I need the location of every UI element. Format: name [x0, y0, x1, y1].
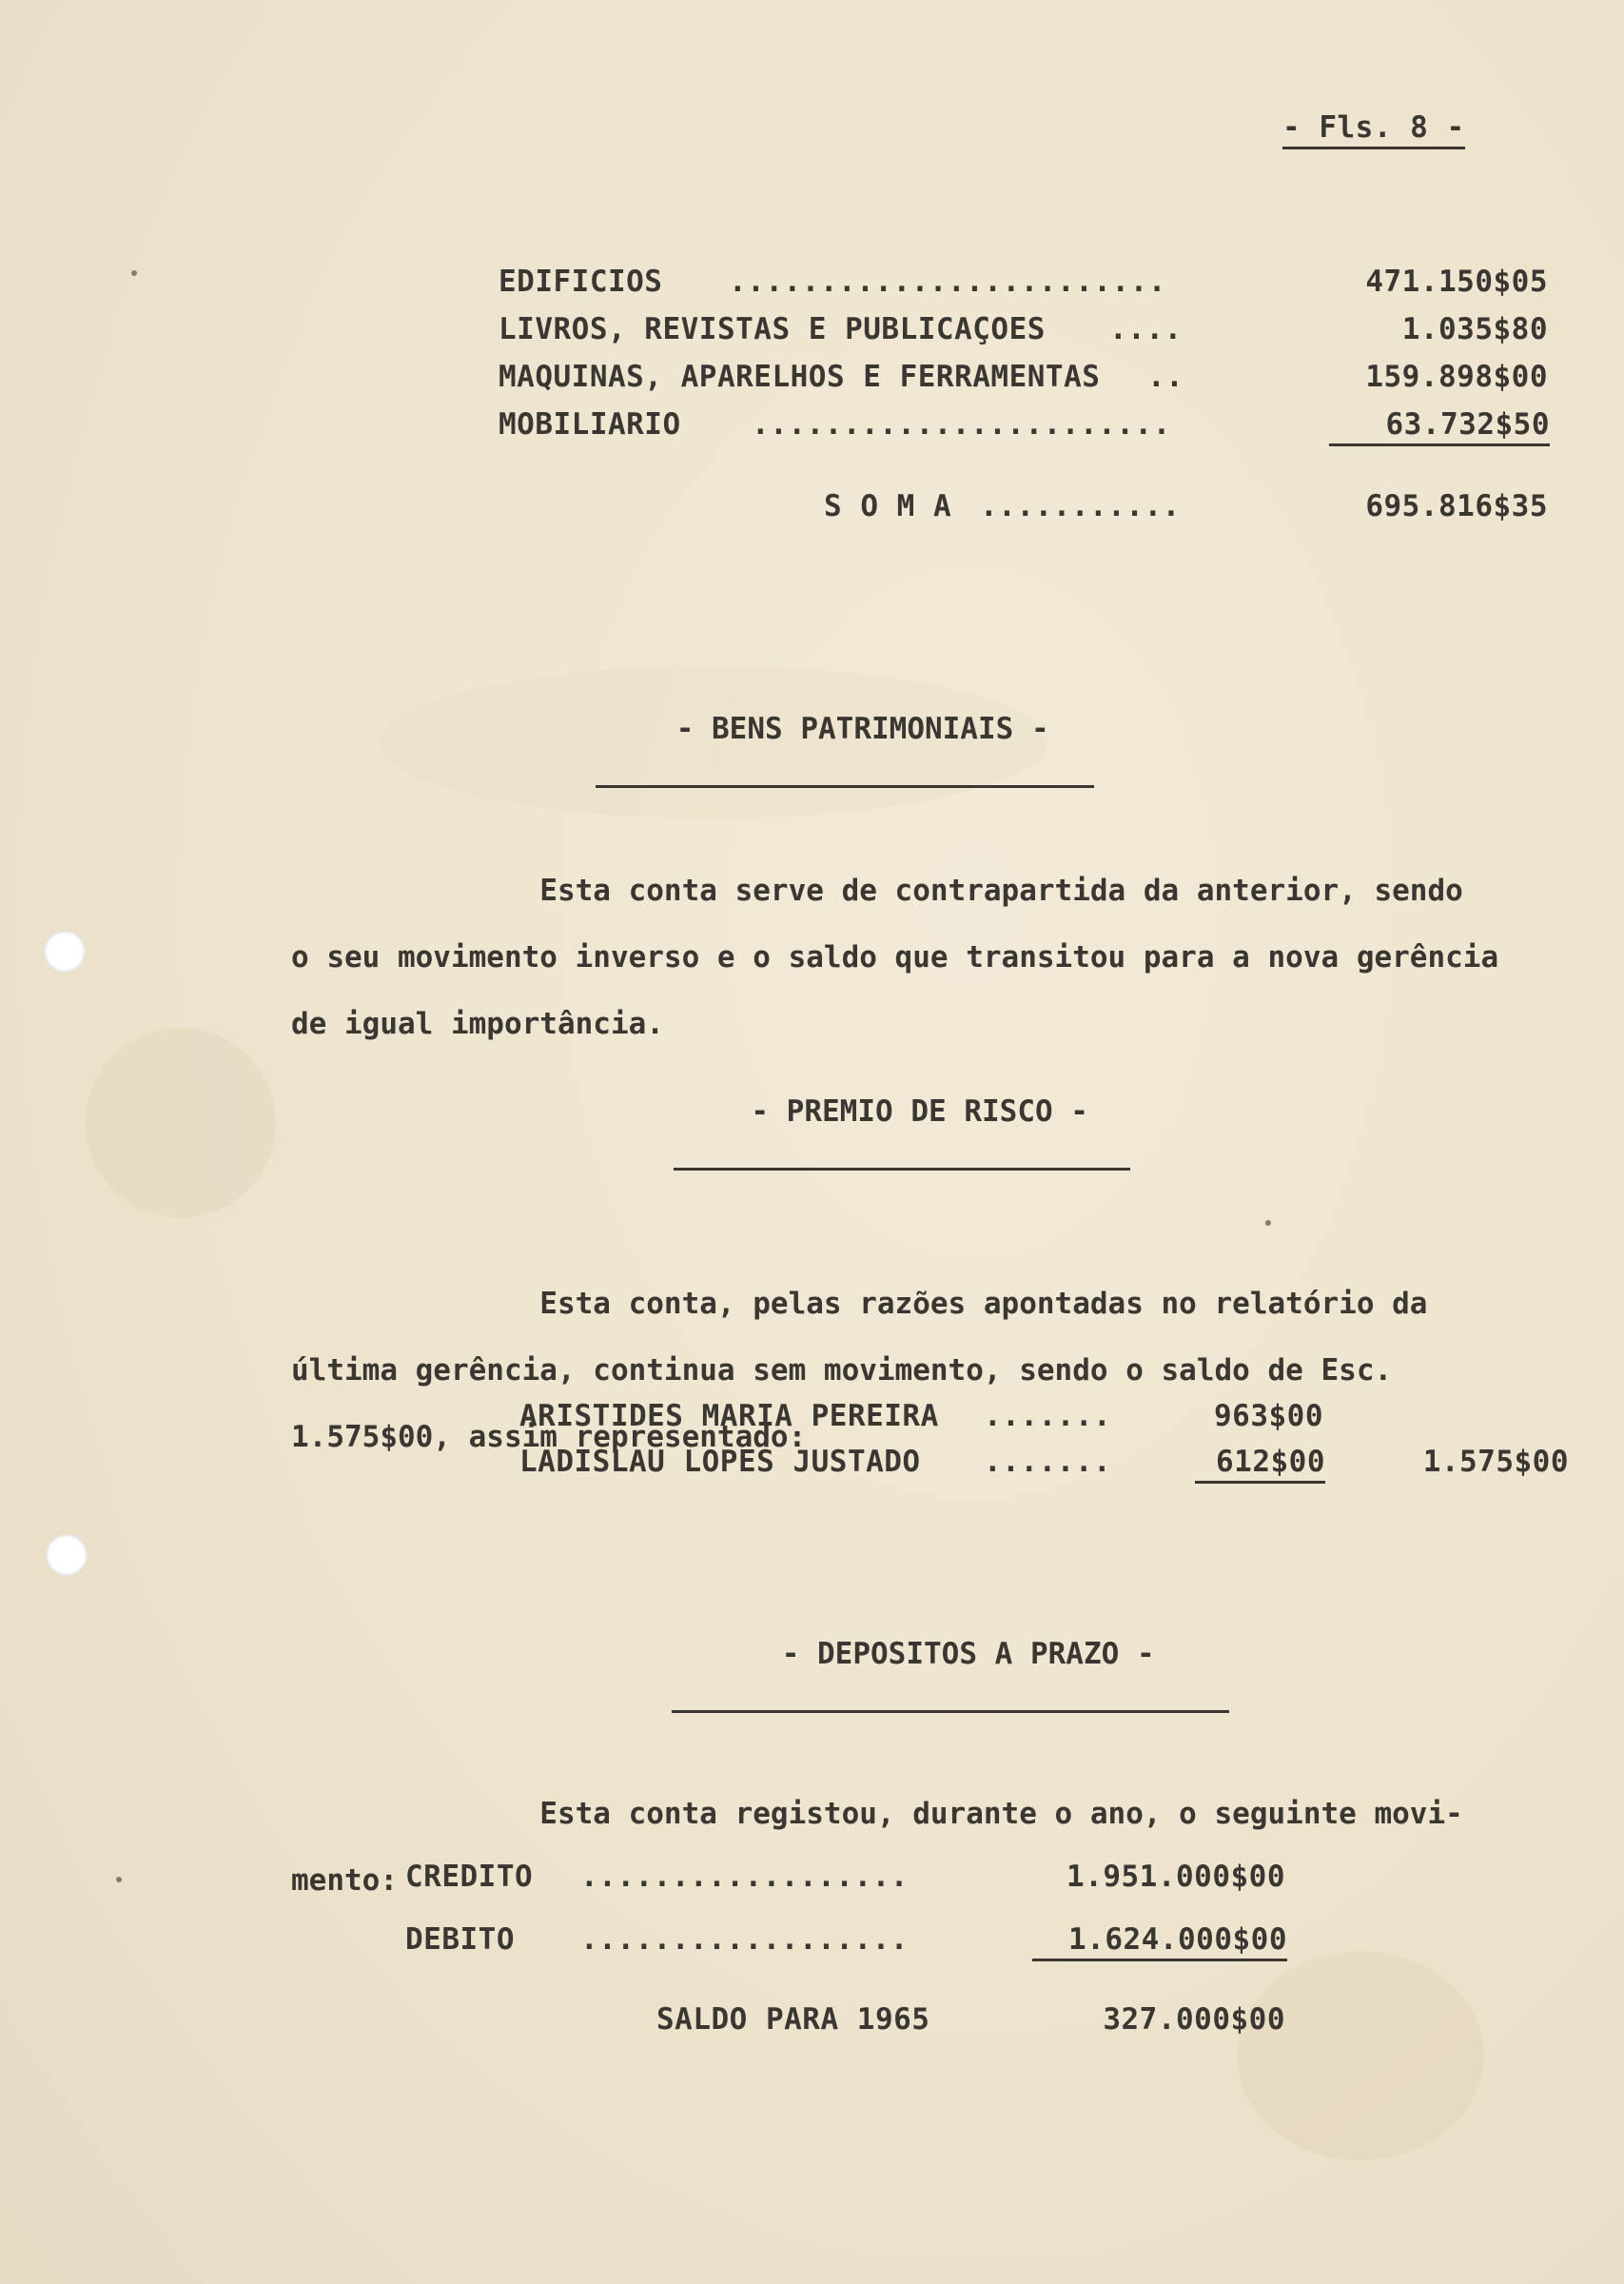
speck — [1265, 1220, 1271, 1226]
asset-row-dots: .. — [1147, 360, 1184, 394]
heading-text: - BENS PATRIMONIAIS - — [675, 712, 1049, 746]
speck — [116, 1877, 122, 1882]
deposit-row-dots: .................. — [580, 1860, 909, 1894]
deposit-row-label: DEBITO — [405, 1922, 515, 1957]
heading-underline — [674, 1168, 1130, 1171]
section-heading-premio — [674, 1060, 1130, 1163]
deposit-row-label: CREDITO — [405, 1860, 534, 1894]
saldo-value: 327.000$00 — [1103, 2002, 1285, 2037]
premio-row-value: 963$00 — [1214, 1399, 1323, 1433]
asset-row-dots: .... — [1109, 312, 1183, 346]
asset-row-dots: ........................ — [729, 265, 1166, 299]
paragraph-line: Esta conta, pelas razões apontadas no relatório da — [291, 1287, 1428, 1321]
premio-row-total: 1.575$00 — [1422, 1445, 1569, 1479]
page-number: - Fls. 8 - — [1282, 110, 1465, 149]
paragraph-line: Esta conta serve de contrapartida da anterior, sendo — [291, 874, 1463, 908]
premio-row-label: LADISLAU LOPES JUSTADO — [519, 1445, 921, 1479]
asset-row-value: 63.732$50 — [1329, 407, 1550, 446]
total-label: S O M A — [824, 489, 952, 523]
asset-row-value: 1.035$80 — [1401, 312, 1548, 346]
premio-row-label: ARISTIDES MARIA PEREIRA — [519, 1399, 939, 1433]
paragraph-line: mento: — [291, 1863, 398, 1898]
asset-row-dots: ....................... — [752, 407, 1171, 442]
premio-row-value: 612$00 — [1195, 1445, 1325, 1484]
total-dots: ........... — [980, 489, 1181, 523]
total-value: 695.816$35 — [1365, 489, 1548, 523]
punch-hole-top — [44, 931, 86, 973]
bens-paragraph — [291, 841, 1498, 1074]
paragraph-line: de igual importância. — [291, 1007, 664, 1041]
section-heading-depositos — [672, 1603, 1229, 1705]
paragraph-line: Esta conta registou, durante o ano, o seguinte movi- — [291, 1797, 1463, 1831]
heading-text: - DEPOSITOS A PRAZO - — [781, 1637, 1155, 1671]
asset-row-value: 159.898$00 — [1365, 360, 1548, 394]
asset-row-label: LIVROS, REVISTAS E PUBLICAÇOES — [499, 312, 1046, 346]
deposit-row-dots: .................. — [580, 1922, 909, 1957]
paragraph-line: 1.575$00, assim representado: — [291, 1420, 807, 1454]
asset-row-value: 471.150$05 — [1365, 265, 1548, 299]
depositos-paragraph — [291, 1764, 1463, 1931]
heading-underline — [596, 785, 1094, 788]
premio-row-dots: ....... — [984, 1399, 1112, 1433]
asset-row-label: MOBILIARIO — [499, 407, 681, 442]
asset-row-label: EDIFICIOS — [499, 265, 663, 299]
heading-underline — [672, 1710, 1229, 1713]
heading-text: - PREMIO DE RISCO - — [751, 1094, 1088, 1129]
section-heading-bens — [596, 678, 1094, 780]
deposit-row-value: 1.624.000$00 — [1032, 1922, 1287, 1961]
deposit-row-value: 1.951.000$00 — [1066, 1860, 1285, 1894]
paragraph-line: última gerência, continua sem movimento, sendo o saldo de Esc. — [291, 1353, 1393, 1388]
punch-hole-bottom — [46, 1534, 88, 1576]
premio-row-dots: ....... — [984, 1445, 1112, 1479]
saldo-label: SALDO PARA 1965 — [656, 2002, 930, 2037]
paragraph-line: o seu movimento inverso e o saldo que transitou para a nova gerência — [291, 940, 1499, 975]
asset-row-label: MAQUINAS, APARELHOS E FERRAMENTAS — [499, 360, 1101, 394]
speck — [131, 270, 137, 276]
